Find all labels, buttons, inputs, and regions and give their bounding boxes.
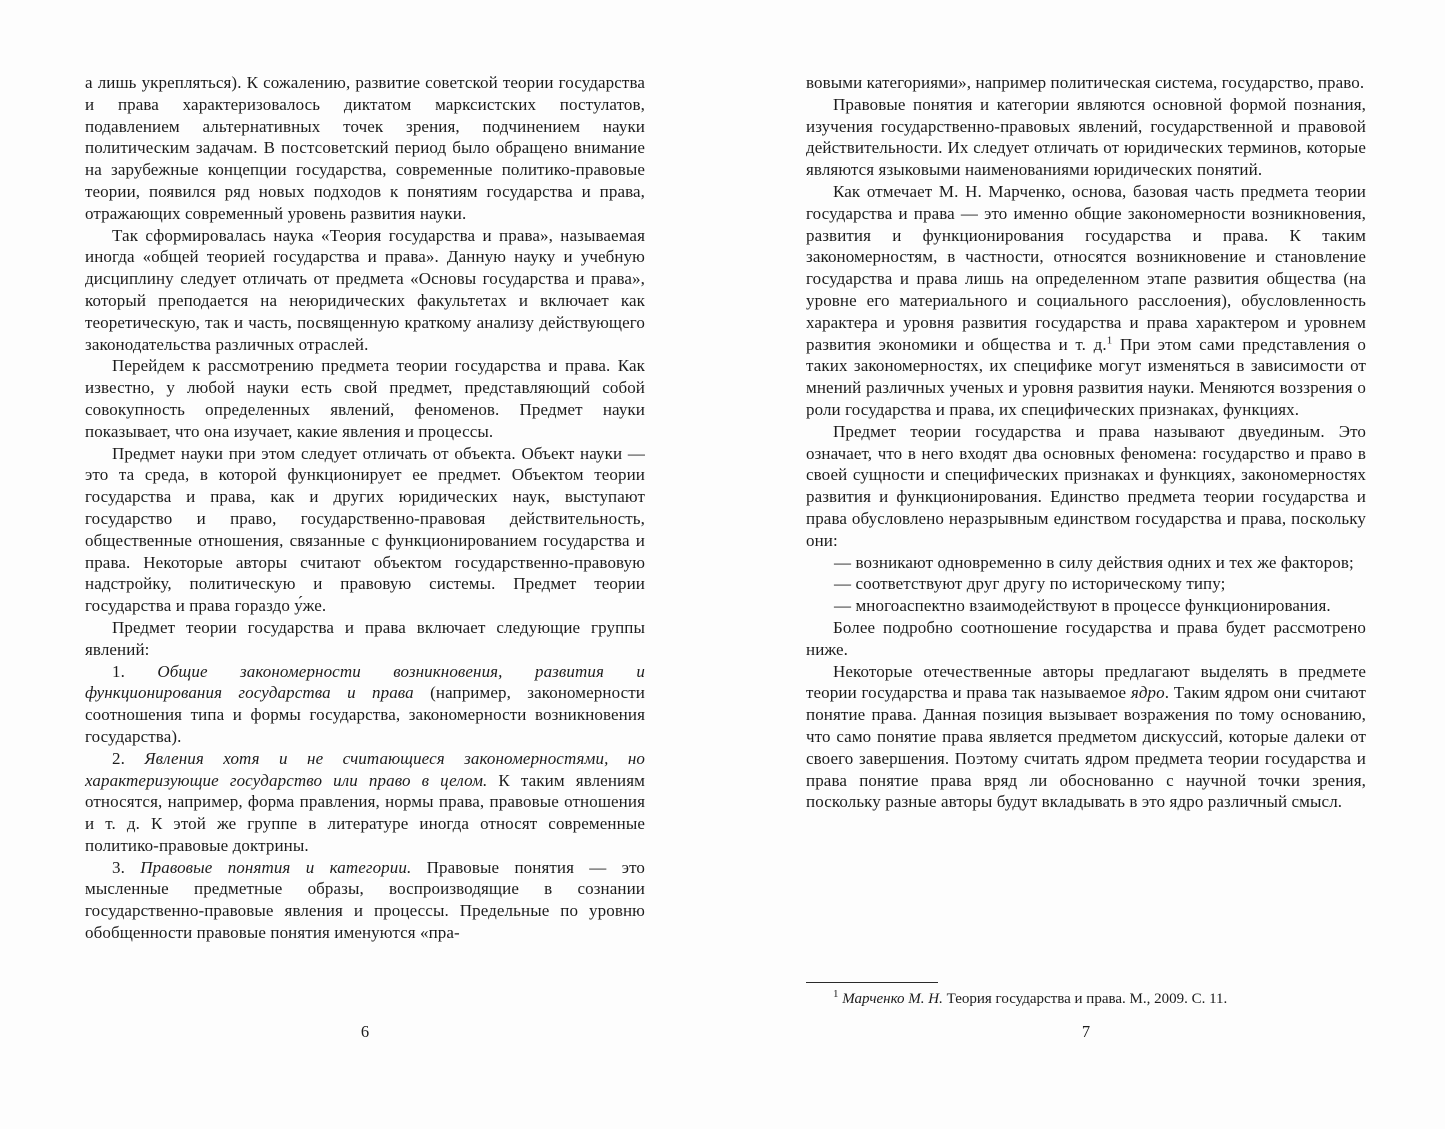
text-run: Правовые понятия — это мысленные предметные образы, воспроизводящие в сознании государственно-правовые явления и процессы. Предельные по уровню обобщенности правовые понятия именуются «пра- <box>85 857 645 943</box>
text-run: Теория государства и права. М., 2009. С. 11. <box>942 991 1228 1007</box>
paragraph <box>85 748 645 857</box>
text-run: — возникают одновременно в силу действия одних и тех же факторов; <box>834 552 1354 572</box>
page-number-left: 6 <box>360 1022 370 1041</box>
italic-text: Марченко М. Н. <box>842 991 943 1007</box>
text-run: Предмет теории государства и права включает следующие группы явлений: <box>85 617 645 659</box>
text-run: Правовые понятия и категории являются основной формой познания, изучения государственно-правовых явлений, государственной и правовой действительности. Их следует отличать от юридических терминов, которые являются языковыми наименованиями юридических понятий. <box>806 94 1366 180</box>
paragraph <box>806 617 1366 661</box>
paragraph <box>85 72 645 225</box>
text-run: . Таким ядром они считают понятие права. Данная позиция вызывает возражения по тому основанию, что само понятие права является предметом дискуссий, которые далеки от своего завершения. Поэтому считать ядром предмета теории государства и права понятие права вряд ли обоснованно с научной точки зрения, поскольку разные авторы будут вкладывать в это ядро различный смысл. <box>806 683 1366 812</box>
text-run: Перейдем к рассмотрению предмета теории государства и права. Как известно, у любой науки есть свой предмет, представляющий собой совокупность определенных явлений, феноменов. Предмет науки показывает, что она изучает, какие явления и процессы. <box>85 356 645 441</box>
page-number-right: 7 <box>1081 1022 1091 1041</box>
paragraph <box>85 443 645 617</box>
text-run: 1. <box>112 661 158 681</box>
text-run: 2. <box>112 748 145 768</box>
paragraph <box>806 94 1366 181</box>
text-run: Более подробно соотношение государства и права будет рассмотрено ниже. <box>806 617 1366 659</box>
paragraph <box>85 617 645 661</box>
footnote-rule <box>806 982 938 983</box>
text-run: Предмет теории государства и права называют двуединым. Это означает, что в него входят два основных феномена: государство и право в своей сущности и специфических признаках и функциях, закономерностях развития и функционирования. Единство предмета теории государства и права обусловлено неразрывным единством государства и права, поскольку они: <box>806 421 1366 550</box>
paragraph <box>806 421 1366 552</box>
paragraph <box>806 661 1366 814</box>
italic-text: Правовые понятия и категории. <box>140 857 412 877</box>
paragraph <box>85 355 645 442</box>
text-run: — соответствуют друг другу по историческому типу; <box>834 574 1226 594</box>
text-run: К таким явлениям относятся, например, форма правления, нормы права, правовые отношения и т. д. К этой же группе в литературе иногда относят современные политико-правовые доктрины. <box>85 770 645 855</box>
italic-text: Общие закономерности возникновения, развития и функционирования государства и права <box>85 661 645 703</box>
italic-text: ядро <box>1130 683 1165 703</box>
footnote-marker: 1 <box>833 988 839 1000</box>
text-run: При этом сами представления о таких закономерностях, их специфике могут изменяться в зависимости от мнений различных ученых и уровня развития науки. Меняются воззрения о роли государства и права, их специфических признаках, функциях. <box>806 334 1366 419</box>
paragraph <box>85 661 645 748</box>
list-item <box>806 573 1366 595</box>
text-run: 3. <box>112 857 141 877</box>
list-item <box>806 595 1366 617</box>
text-run: Предмет науки при этом следует отличать от объекта. Объект науки — это та среда, в которой функционирует ее предмет. Объектом теории государства и права, как и других юридических наук, выступают государство и право, государственно-правовая действительность, общественные отношения, связанные с функционированием государства и права. Некоторые авторы считают объектом государственно-правовую надстройку, политическую и правовую системы. Предмет теории государства и права гораздо у́же. <box>85 443 645 616</box>
text-run: (например, закономерности соотношения типа и формы государства, закономерности возникновения государства). <box>85 683 645 746</box>
page-left-text <box>85 72 645 944</box>
text-run: вовыми категориями», например политическая система, государство, право. <box>806 73 1365 92</box>
paragraph <box>806 181 1366 421</box>
text-run: а лишь укрепляться). К сожалению, развитие советской теории государства и права характеризовалось диктатом марксистских постулатов, подавлением альтернативных точек зрения, подчинением науки политическим задачам. В постсоветский период было обращено внимание на зарубежные концепции государства, современные политико-правовые теории, появился ряд новых подходов к понятиям государства и права, отражающих современный уровень развития науки. <box>85 73 645 223</box>
text-run: Некоторые отечественные авторы предлагают выделять в предмете теории государства и права так называемое <box>806 661 1366 703</box>
paragraph <box>806 72 1366 94</box>
page-right-text <box>806 72 1366 813</box>
text-run: Так сформировалась наука «Теория государства и права», называемая иногда «общей теорией государства и права». Данную науку и учебную дисциплину следует отличать от предмета «Основы государства и права», который преподается на неюридических факультетах и включает как теоретическую, так и часть, посвященную краткому анализу действующего законодательства различных отраслей. <box>85 225 645 354</box>
text-run: Как отмечает М. Н. Марченко, основа, базовая часть предмета теории государства и права — это именно общие закономерности возникновения, развития и функционирования государства и права. К таким закономерностям, в частности, относятся возникновение и становление государства и права лишь на определенном этапе развития общества (на уровне его материального и социального расслоения), обусловленность характера и уровня развития государства и права характером и уровнем развития экономики и общества и т. д. <box>806 181 1366 354</box>
footnote <box>806 982 1366 1009</box>
italic-text: Явления хотя и не считающиеся закономерностями, но характеризующие государство или право в целом. <box>85 748 645 790</box>
footnote-text <box>806 990 1366 1009</box>
footnote-marker: 1 <box>1106 333 1113 346</box>
paragraph <box>85 857 645 944</box>
text-run: — многоаспектно взаимодействуют в процессе функционирования. <box>834 596 1331 616</box>
list-item <box>806 552 1366 574</box>
paragraph <box>85 225 645 356</box>
